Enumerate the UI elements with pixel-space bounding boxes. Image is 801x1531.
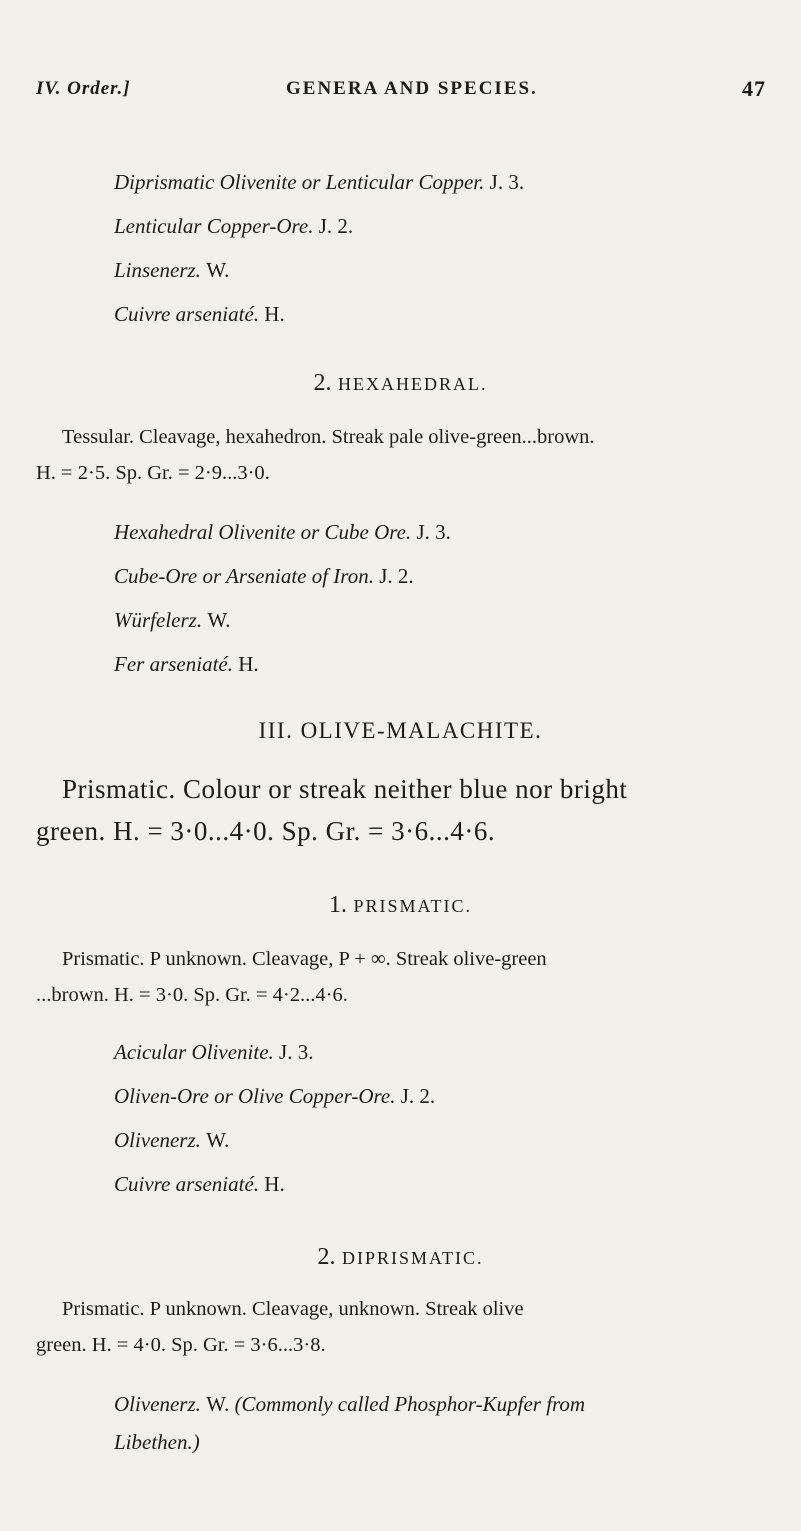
species-heading-prismatic xyxy=(0,892,801,919)
synonym-line xyxy=(114,520,451,545)
running-head xyxy=(36,78,766,110)
synonym-line xyxy=(114,302,285,327)
species-number: 2. xyxy=(313,370,332,396)
description-line: Tessular. Cleavage, hexahedron. Streak pale olive-green...brown. xyxy=(62,426,595,448)
species-title: HEXAHEDRAL. xyxy=(338,374,488,394)
synonym-line xyxy=(114,1172,285,1197)
description-line: green. H. = 3·0...4·0. Sp. Gr. = 3·6...4·6. xyxy=(36,816,496,846)
synonym-line xyxy=(114,170,524,195)
synonym-line xyxy=(114,214,353,239)
species-heading-diprismatic xyxy=(0,1244,801,1271)
synonym-authority: J. 3. xyxy=(279,1040,314,1064)
synonym-authority: W. xyxy=(207,608,231,632)
description-line: H. = 2·5. Sp. Gr. = 2·9...3·0. xyxy=(36,462,270,484)
synonym-authority: J. 2. xyxy=(379,564,414,588)
synonym-name: Linsenerz. xyxy=(114,258,201,282)
synonym-authority: J. 3. xyxy=(489,170,525,194)
synonym-name: Oliven-Ore or Olive Copper-Ore. xyxy=(114,1084,396,1108)
synonym-name: Olivenerz. xyxy=(114,1392,201,1416)
synonym-authority: H. xyxy=(238,652,259,676)
description-line: ...brown. H. = 3·0. Sp. Gr. = 4·2...4·6. xyxy=(36,984,348,1006)
synonym-authority: J. 2. xyxy=(318,214,354,238)
synonym-authority: H. xyxy=(264,302,285,326)
synonym-line xyxy=(114,1040,313,1065)
synonym-authority: J. 2. xyxy=(400,1084,436,1108)
synonym-name: Würfelerz. xyxy=(114,608,203,632)
description-line: Prismatic. P unknown. Cleavage, unknown. Streak olive xyxy=(62,1298,524,1320)
species-title: PRISMATIC. xyxy=(353,896,473,916)
synonym-name: Fer arseniaté. xyxy=(114,652,233,676)
synonym-authority: W. xyxy=(206,1392,230,1416)
synonym-line xyxy=(114,608,230,633)
synonym-authority: W. xyxy=(206,1128,230,1152)
species-heading-hexahedral xyxy=(0,370,801,397)
synonym-line xyxy=(114,652,259,677)
synonym-name: Cube-Ore or Arseniate of Iron. xyxy=(114,564,374,588)
synonym-authority: W. xyxy=(206,258,230,282)
page-number: 47 xyxy=(742,76,766,101)
genus-heading-olive-malachite: III. OLIVE-MALACHITE. xyxy=(258,718,543,743)
synonym-name: Cuivre arseniaté. xyxy=(114,302,260,326)
synonym-name: Lenticular Copper-Ore. xyxy=(114,214,314,238)
synonym-name: Hexahedral Olivenite or Cube Ore. xyxy=(114,520,412,544)
synonym-line xyxy=(114,564,414,589)
description-line: Prismatic. Colour or streak neither blue nor bright xyxy=(62,774,628,804)
description-line: Prismatic. P unknown. Cleavage, P + ∞. Streak olive-green xyxy=(62,948,547,970)
running-head-left: IV. Order.] xyxy=(36,78,131,99)
synonym-line xyxy=(114,1084,435,1109)
species-title: DIPRISMATIC. xyxy=(341,1248,484,1268)
species-number: 1. xyxy=(328,892,347,918)
synonym-note: (Commonly called Phosphor-Kupfer from xyxy=(234,1392,586,1416)
synonym-line xyxy=(114,1128,229,1153)
synonym-name: Cuivre arseniaté. xyxy=(114,1172,260,1196)
running-head-title: GENERA AND SPECIES. xyxy=(286,78,538,99)
synonym-name: Diprismatic Olivenite or Lenticular Copper. xyxy=(114,170,485,194)
description-line: green. H. = 4·0. Sp. Gr. = 3·6...3·8. xyxy=(36,1334,326,1356)
synonym-authority: H. xyxy=(264,1172,285,1196)
species-number: 2. xyxy=(317,1244,336,1270)
synonym-name: Acicular Olivenite. xyxy=(114,1040,274,1064)
synonym-name: Olivenerz. xyxy=(114,1128,201,1152)
synonym-line xyxy=(114,258,229,283)
synonym-authority: J. 3. xyxy=(416,520,451,544)
synonym-line: Libethen.) xyxy=(114,1430,200,1454)
synonym-line xyxy=(114,1392,585,1417)
